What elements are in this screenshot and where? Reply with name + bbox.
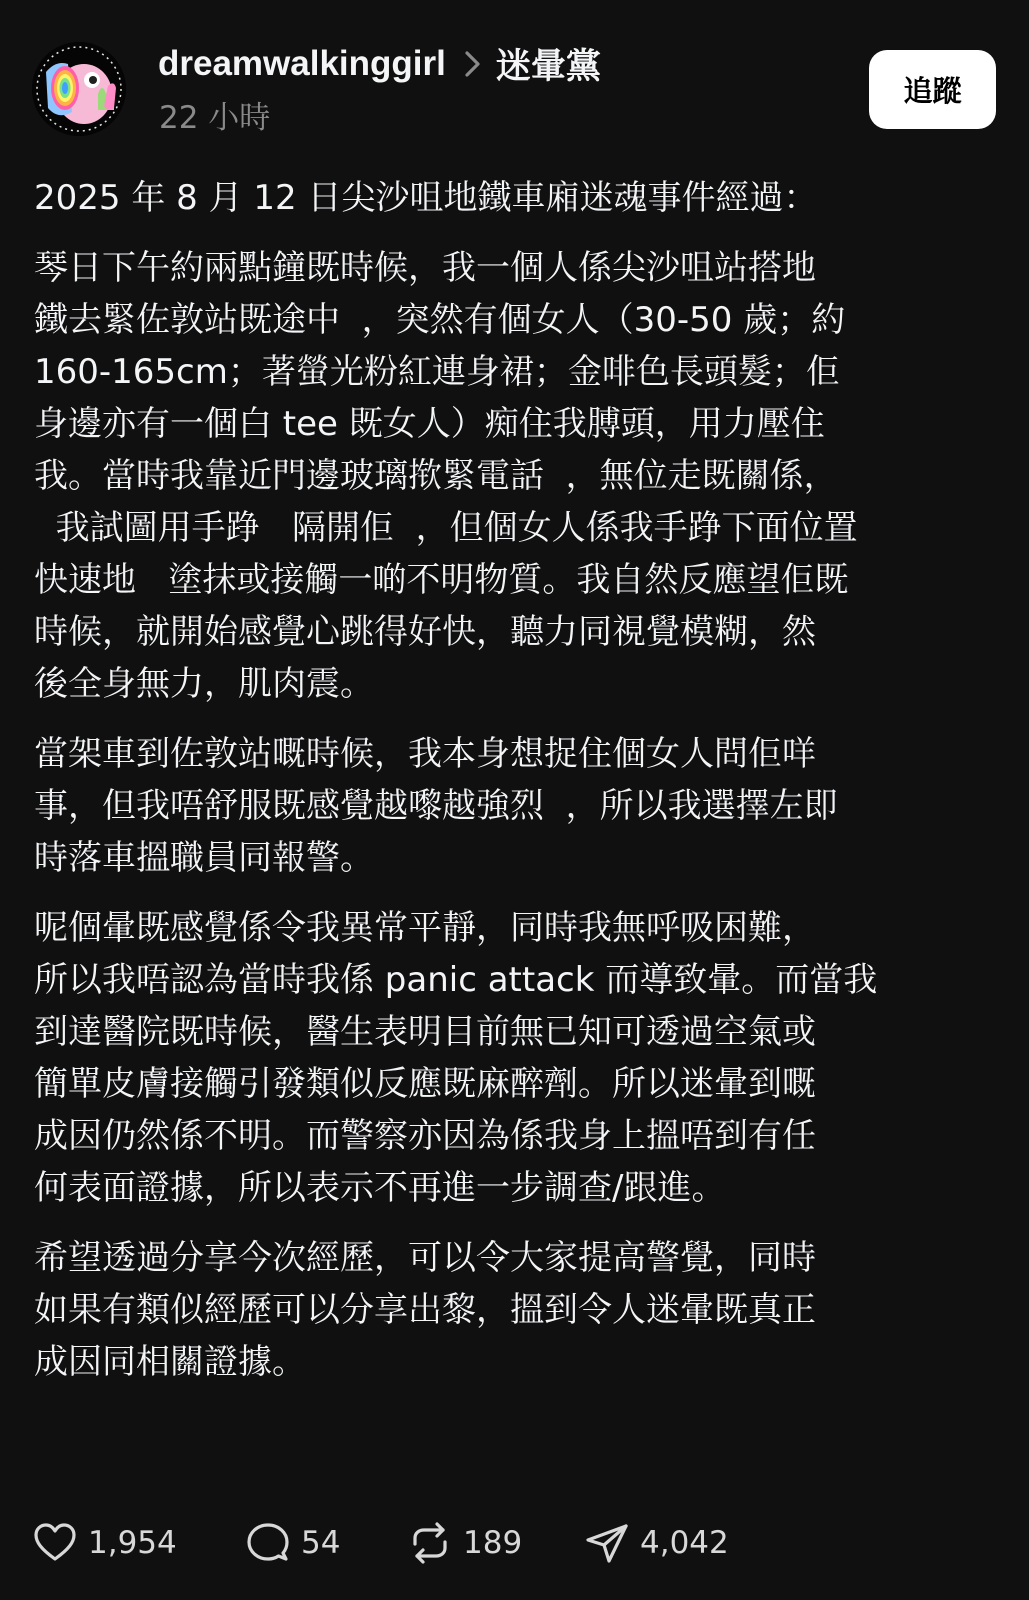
username[interactable]: dreamwalkinggirl (158, 44, 446, 83)
repost-button[interactable] (407, 1520, 584, 1566)
avatar-illustration (32, 42, 126, 136)
avatar[interactable] (32, 42, 126, 136)
post-header (158, 38, 601, 90)
repost-count: 189 (463, 1525, 523, 1561)
action-bar (32, 1518, 784, 1568)
community-name[interactable]: 迷暈黨 (495, 47, 601, 87)
speech-bubble-icon (245, 1520, 291, 1566)
like-count: 1,954 (88, 1525, 177, 1561)
post-paragraph-closing: 希望透過分享今次經歷，可以令大家提高警覺，同時 如果有類似經歷可以分享出黎，搵到令人迷暈既真正 成因同相關證據。 (34, 1238, 816, 1382)
follow-button[interactable]: 追蹤 (869, 50, 996, 129)
send-icon (584, 1520, 630, 1566)
post-timestamp: 22 小時 (159, 100, 271, 136)
like-button[interactable] (32, 1520, 245, 1566)
chevron-right-icon (462, 49, 484, 79)
post-body (34, 172, 999, 1388)
post-paragraph-incident: 琴日下午約兩點鐘既時候，我一個人係尖沙咀站搭地 鐵去緊佐敦站既途中 ，突然有個女人（30-50 歲；約 160-165cm；著螢光粉紅連身裙；金啡色長頭髮；佢 身邊亦有一個白 tee 既女人）痴住我膊頭，用力壓住 我。當時我靠近門邊玻璃揿緊電話 ，無位走既關係， 我試圖用手踭 隔開佢 ，但個女人係我手踭下面位置 快速地 塗抹或接觸一啲不明物質。我自然反應望佢既 時候，就開始感覺心跳得好快，聽力同視覺模糊，然 後全身無力，肌肉震。 (34, 248, 858, 704)
post-paragraph-title: 2025 年 8 月 12 日尖沙咀地鐵車廂迷魂事件經過： (34, 178, 818, 218)
reply-count: 54 (301, 1525, 341, 1561)
share-button[interactable] (584, 1520, 784, 1566)
repost-icon (407, 1520, 453, 1566)
share-count: 4,042 (640, 1525, 729, 1561)
reply-button[interactable] (245, 1520, 407, 1566)
post-paragraph-hospital: 呢個暈既感覺係令我異常平靜，同時我無呼吸困難， 所以我唔認為當時我係 panic attack 而導致暈。而當我 到達醫院既時候，醫生表明目前無已知可透過空氣或 簡單皮膚接觸引發類似反應既麻醉劑。所以迷暈到嘅 成因仍然係不明。而警察亦因為係我身上搵唔到有任 何表面證據，所以表示不再進一步調查/跟進。 (34, 908, 878, 1208)
post-paragraph-jordan: 當架車到佐敦站嘅時候，我本身想捉住個女人問佢咩 事，但我唔舒服既感覺越嚟越強烈 ，所以我選擇左即 時落車搵職員同報警。 (34, 734, 838, 878)
heart-icon (32, 1520, 78, 1566)
